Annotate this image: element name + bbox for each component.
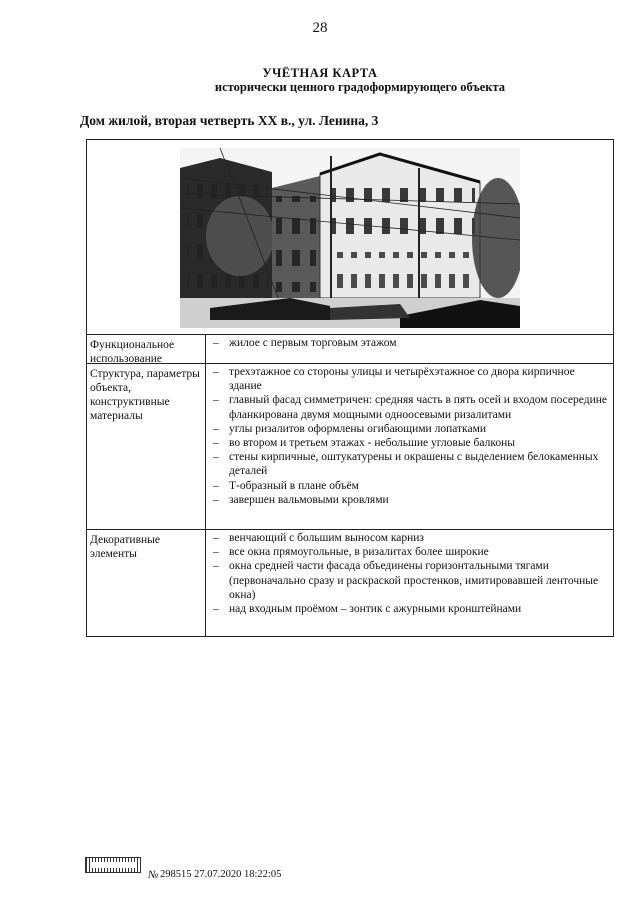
list-item: – Т-образный в плане объём	[209, 479, 607, 493]
section-items-decor	[209, 531, 607, 616]
barcode-stamp	[85, 857, 141, 873]
list-item: – жилое с первым торговым этажом	[209, 336, 607, 350]
card-title: УЧЁТНАЯ КАРТА	[262, 66, 378, 80]
list-item: – все окна прямоугольные, в ризалитах более широкие	[209, 545, 607, 559]
list-item: – венчающий с большим выносом карниз	[209, 531, 607, 545]
section-items-function	[209, 336, 607, 350]
list-item: – углы ризалитов оформлены огибающими лопатками	[209, 422, 607, 436]
card-subtitle: исторически ценного градоформирующего объекта	[214, 80, 506, 94]
section-label-function: Функциональное использование	[90, 339, 175, 365]
list-item: – стены кирпичные, оштукатурены и окрашены с выделением белокаменных деталей	[209, 450, 607, 478]
section-label-structure: Структура, параметры объекта, конструктивные материалы	[90, 368, 200, 422]
list-item: – главный фасад симметричен: средняя часть в пять осей и входом посередине фланкирована двумя мощными одноосевыми ризалитами	[209, 393, 607, 421]
section-label-decor: Декоративные элементы	[90, 534, 160, 560]
building-photo	[180, 148, 520, 328]
page-number: 28	[312, 20, 328, 36]
list-item: – окна средней части фасада объединены горизонтальными тягами (первоначально сразу и раскраской простенков, имитировавшей ленточные окна)	[209, 559, 607, 602]
footer-doc-id: 298515 27.07.2020 18:22:05	[160, 869, 282, 880]
footer-number-sign: №	[148, 869, 159, 881]
object-name: Дом жилой, вторая четверть XX в., ул. Ленина, 3	[80, 113, 379, 128]
record-card	[86, 139, 614, 637]
list-item: – завершен вальмовыми кровлями	[209, 493, 607, 507]
list-item: – трехэтажное со стороны улицы и четырёхэтажное со двора кирпичное здание	[209, 365, 607, 393]
list-item: – во втором и третьем этажах - небольшие угловые балконы	[209, 436, 607, 450]
section-items-structure	[209, 365, 607, 507]
list-item: – над входным проёмом – зонтик с ажурными кронштейнами	[209, 602, 607, 616]
